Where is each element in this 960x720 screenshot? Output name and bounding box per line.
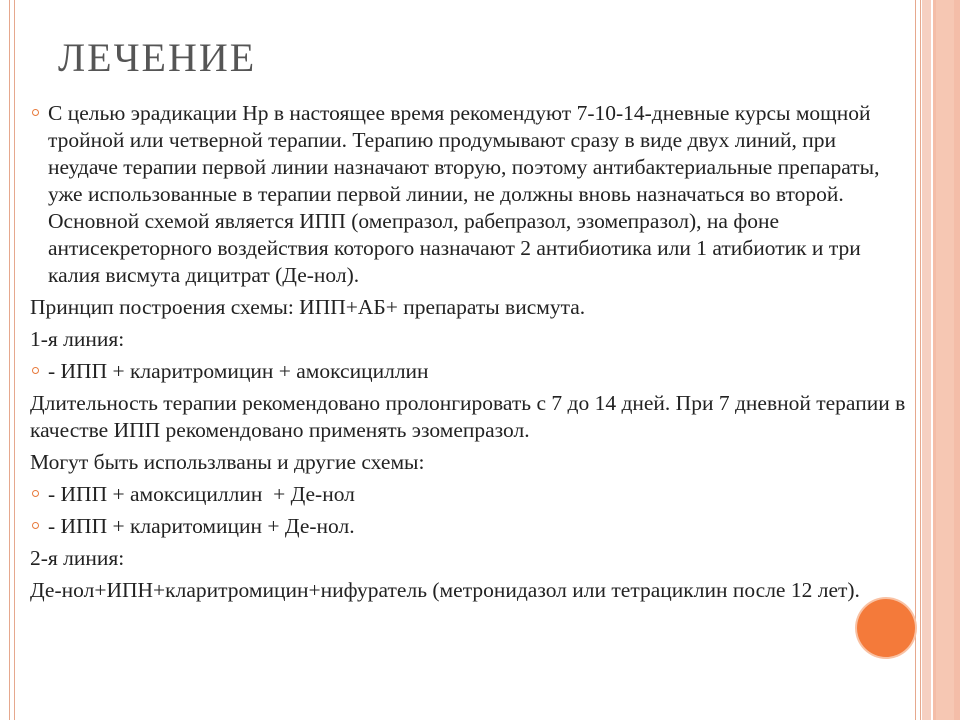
paragraph-1	[30, 100, 910, 289]
paragraph-text: - ИПП + амоксициллин + Де-нол	[48, 482, 355, 506]
paragraph-6	[30, 449, 910, 476]
bullet-icon	[32, 367, 39, 374]
paragraph-text: 2-я линия:	[30, 546, 125, 570]
paragraph-3	[30, 326, 910, 353]
paragraph-9	[30, 545, 910, 572]
decorative-circle	[857, 599, 915, 657]
paragraph-2	[30, 294, 910, 321]
decorative-stripe	[922, 0, 931, 720]
paragraph-text: - ИПП + кларитромицин + амоксициллин	[48, 359, 429, 383]
bullet-icon	[32, 109, 39, 116]
paragraph-4	[30, 358, 910, 385]
paragraph-text: 1-я линия:	[30, 327, 125, 351]
paragraph-7	[30, 481, 910, 508]
paragraph-text: - ИПП + кларитомицин + Де-нол.	[48, 514, 355, 538]
paragraph-text: Могут быть использлваны и другие схемы:	[30, 450, 425, 474]
decorative-stripe	[936, 0, 954, 720]
paragraph-8	[30, 513, 910, 540]
paragraph-5	[30, 390, 910, 444]
slide-content	[30, 100, 910, 604]
paragraph-10	[30, 577, 910, 604]
paragraph-text: С целью эрадикации Нр в настоящее время рекомендуют 7-10-14-дневные курсы мощной тройной или четверной терапии. Терапию продумывают сразу в виде двух линий, при неудаче терапии первой линии назначают вторую, поэтому антибактериальные препараты, уже использованные в терапии первой линии, не должны вновь назначаться во второй. Основной схемой является ИПП (омепразол, рабепразол, эзомепразол), на фоне антисекреторного воздействия которого назначают 2 антибиотика или 1 атибиотик и три калия висмута дицитрат (Де-нол).	[48, 101, 880, 287]
paragraph-text: Длительность терапии рекомендовано пролонгировать с 7 до 14 дней. При 7 дневной терапии в качестве ИПП рекомендовано применять эзомепразол.	[30, 391, 906, 442]
paragraph-text: Принцип построения схемы: ИПП+АБ+ препараты висмута.	[30, 295, 586, 319]
paragraph-text: Де-нол+ИПН+кларитромицин+нифуратель (метронидазол или тетрациклин после 12 лет).	[30, 578, 860, 602]
bullet-icon	[32, 522, 39, 529]
bullet-icon	[32, 490, 39, 497]
slide-title: ЛЕЧЕНИЕ	[58, 35, 257, 80]
